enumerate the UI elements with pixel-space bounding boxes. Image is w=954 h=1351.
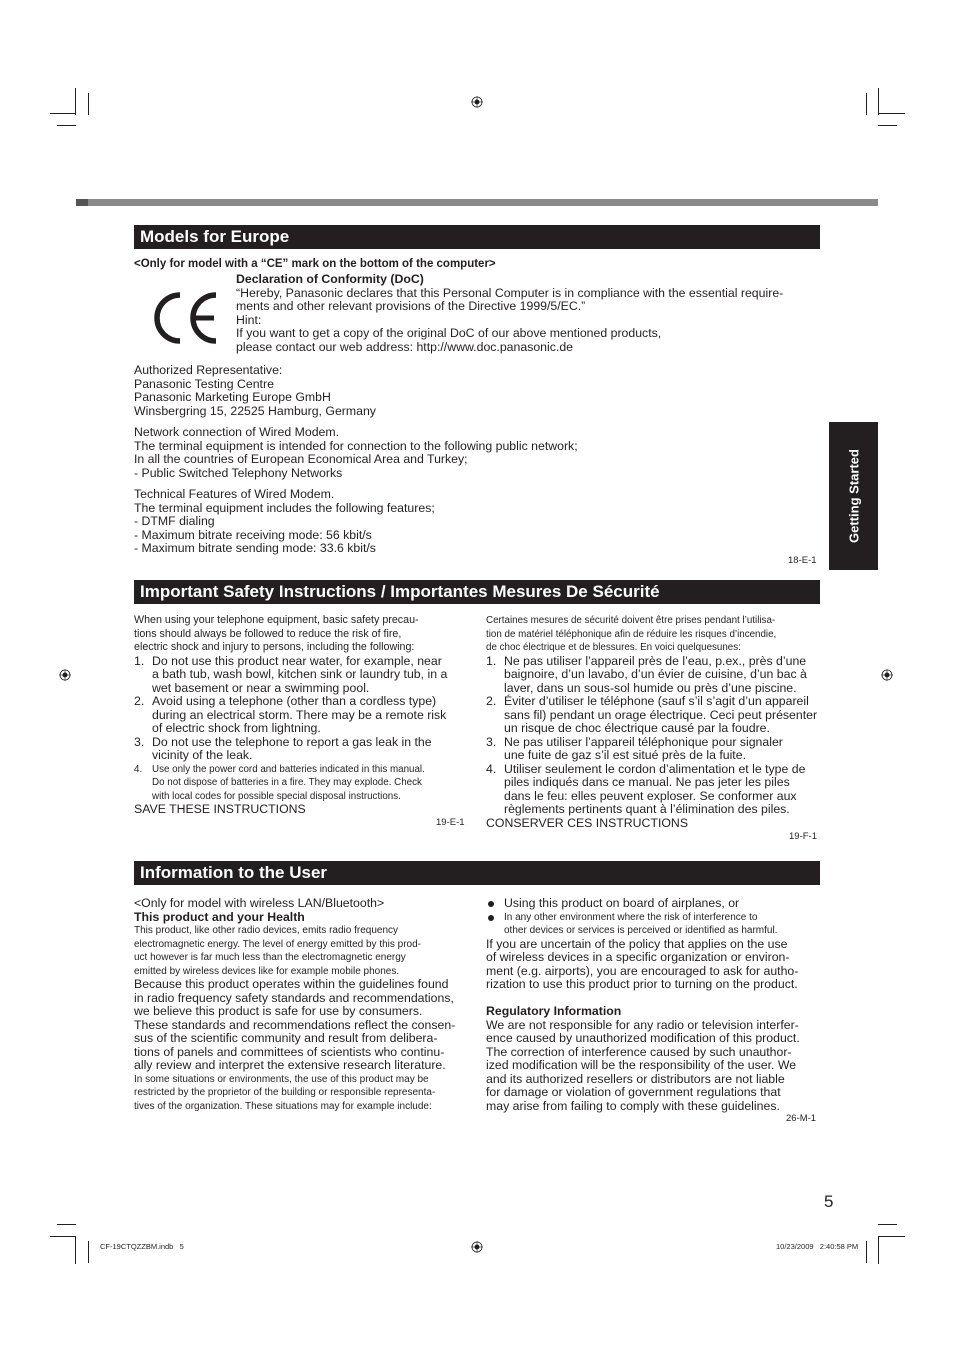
safety-en-intro (134, 614, 470, 655)
doc-heading: Declaration of Conformity (DoC) (236, 272, 424, 286)
crop-mark (57, 125, 76, 126)
text-line: - Public Switched Telephony Networks (134, 465, 343, 480)
text-line: restricted by the proprietor of the building or responsible representa- (134, 1087, 436, 1098)
text-line: Certaines mesures de sécurité doivent être prises pendant l’utilisa- (486, 615, 776, 626)
section-title-europe: Models for Europe (134, 225, 820, 249)
text-line: The terminal equipment includes the following features; (134, 500, 435, 515)
text-line: uct however is far much less than the electromagnetic energy (134, 952, 406, 963)
crop-mark (75, 1237, 76, 1264)
text-line: with local codes for possible special disposal instructions. (152, 790, 401, 802)
text-line: electromagnetic energy. The level of energy emitted by this prod- (134, 938, 422, 950)
safety-en-column (134, 614, 470, 817)
text-line: ized modification will be the responsibility of the user. We (486, 1058, 797, 1072)
text-line: tives of the organization. These situations may for example include: (134, 1100, 432, 1112)
safety-en-save: SAVE THESE INSTRUCTIONS (134, 802, 306, 816)
safety-fr-column (486, 614, 822, 830)
text-line: during an electrical storm. There may be a remote risk (152, 707, 447, 722)
text-line: Ne pas utiliser l’appareil téléphonique pour signaler (504, 734, 783, 749)
text-line: ence caused by unauthorized modification of this product. (486, 1031, 800, 1045)
text-line: tion de matériel téléphonique afin de réduire les risques d’incendie, (486, 628, 777, 640)
ce-note: <Only for model with a “CE” mark on the bottom of the computer> (134, 258, 496, 270)
text-line: Hint: (236, 312, 262, 327)
safety-list-item (134, 736, 470, 763)
crop-mark (878, 1224, 897, 1225)
item-number: 2. (134, 694, 145, 708)
safety-list-item (134, 695, 470, 736)
section-title-safety: Important Safety Instructions / Importantes Mesures De Sécurité (134, 580, 820, 604)
text-line: Do not use the telephone to report a gas leak in the (152, 734, 432, 749)
crop-mark (57, 1224, 76, 1225)
bullet-airplanes: Using this product on board of airplanes, or (486, 897, 826, 911)
text-line: Do not dispose of batteries in a fire. They may explode. Check (152, 777, 422, 788)
item-number: 1. (486, 653, 497, 668)
health-heading: This product and your Health (134, 909, 305, 924)
text-line: Network connection of Wired Modem. (134, 425, 340, 439)
item-number: 3. (134, 734, 145, 749)
crop-mark (50, 1236, 76, 1237)
text-line: In any other environment where the risk of interference to (504, 911, 758, 923)
health-small-text (134, 924, 474, 978)
crop-mark (75, 88, 76, 115)
text-line: “Hereby, Panasonic declares that this Personal Computer is in compliance with the essential require- (236, 285, 784, 300)
bullet-environment (486, 911, 826, 938)
text-line: - Maximum bitrate receiving mode: 56 kbit/s (134, 527, 372, 542)
health-restriction-text (134, 1073, 474, 1114)
item-number: 4. (134, 763, 143, 775)
item-number: 1. (134, 653, 145, 668)
text-line: un risque de choc électrique causé par la foudre. (504, 721, 770, 735)
safety-fr-save: CONSERVER CES INSTRUCTIONS (486, 815, 689, 830)
policy-text (486, 938, 826, 992)
text-line: may arise from failing to comply with these guidelines. (486, 1098, 780, 1113)
text-line: and its authorized resellers or distributors are not liable (486, 1071, 785, 1086)
safety-fr-items (486, 655, 822, 817)
info-code: 26-M-1 (786, 1113, 817, 1124)
registration-mark-icon (471, 96, 483, 108)
safety-list-item (486, 695, 822, 736)
text-line: tions of panels and committees of scientists who continu- (134, 1044, 445, 1059)
text-line: other devices or services is perceived or identified as harmful. (504, 925, 778, 936)
text-line: baignoire, d’un lavabo, d’un évier de cuisine, d’un bac à (504, 667, 807, 681)
text-line: In all the countries of European Economical Area and Turkey; (134, 452, 468, 466)
crop-mark (866, 93, 867, 115)
safety-list-item (486, 655, 822, 696)
crop-mark (88, 1241, 89, 1263)
text-line: These standards and recommendations reflect the consen- (134, 1017, 456, 1032)
text-line: ally review and interpret the extensive research literature. (134, 1058, 446, 1072)
text-line: The correction of interference caused by such unauthor- (486, 1044, 792, 1059)
info-left-column (134, 897, 474, 1113)
text-line: If you want to get a copy of the original DoC of our above mentioned products, (236, 326, 662, 340)
side-tab (829, 422, 878, 570)
registration-mark-icon (59, 669, 71, 681)
crop-mark (878, 88, 879, 115)
text-line: sans fil) pendant un orage électrique. Ceci peut présenter (504, 707, 818, 722)
header-rule (76, 199, 878, 206)
safety-fr-code: 19-F-1 (789, 831, 817, 842)
text-line: This product, like other radio devices, emits radio frequency (134, 925, 399, 936)
crop-mark (50, 113, 76, 114)
text-line: Panasonic Marketing Europe GmbH (134, 390, 331, 404)
safety-en-items (134, 655, 470, 763)
text-line: emitted by wireless devices like for example mobile phones. (134, 965, 400, 977)
text-line: ment (e.g. airports), you are encouraged to ask for autho- (486, 963, 799, 978)
wireless-note: <Only for model with wireless LAN/Bluetooth> (134, 896, 385, 910)
health-body-text (134, 978, 474, 1073)
registration-mark-icon (471, 1241, 483, 1253)
text-line: for damage or violation of government regulations that (486, 1085, 781, 1099)
text-line: tions should always be followed to reduce the risk of fire, (134, 627, 402, 640)
item-number: 3. (486, 734, 497, 749)
side-tab-label: Getting Started (846, 449, 861, 543)
safety-en-code: 19-E-1 (436, 817, 465, 828)
footer-timestamp: 10/23/2009 2:40:58 PM (776, 1242, 859, 1251)
doc-block (236, 273, 783, 354)
text-line: - DTMF dialing (134, 514, 215, 528)
safety-fr-intro (486, 614, 822, 655)
text-line: Do not use this product near water, for example, near (152, 653, 442, 668)
text-line: Use only the power cord and batteries indicated in this manual. (152, 763, 425, 775)
item-text (152, 763, 470, 804)
safety-list-item (486, 736, 822, 763)
text-line: In some situations or environments, the use of this product may be (134, 1073, 429, 1085)
text-line: of electric shock from lightning. (152, 721, 321, 735)
text-line: dans le feu: elles peuvent exploser. Se conformer aux (504, 788, 797, 803)
text-line: ments and other relevant provisions of the Directive 1999/5/EC.” (236, 299, 586, 313)
doc-text (236, 287, 783, 355)
footer-file: CF-19CTQZZBM.indb 5 (100, 1242, 184, 1251)
text-line: of wireless devices in a specific organization or environ- (486, 950, 790, 964)
ce-mark (148, 289, 220, 347)
text-line: We are not responsible for any radio or television interfer- (486, 1017, 799, 1032)
crop-mark (878, 113, 905, 114)
text-line: règlements pertinents quant à l’élimination des piles. (504, 802, 790, 816)
item-number: 2. (486, 694, 497, 708)
text-line: Technical Features of Wired Modem. (134, 487, 335, 501)
regulatory-text (486, 1019, 826, 1114)
text-line: piles indiqués dans ce manual. Ne pas jeter les piles (504, 775, 790, 789)
info-right-column (486, 897, 826, 1113)
safety-list-item (486, 763, 822, 817)
text-line: wet basement or near a swimming pool. (152, 680, 370, 695)
text-line: If you are uncertain of the policy that applies on the use (486, 936, 788, 951)
text-line: rization to use this product prior to turning on the product. (486, 977, 798, 991)
text-line: sus of the scientific community and result from delibera- (134, 1031, 438, 1045)
text-line: Éviter d’utiliser le téléphone (sauf s’il s’agit d’un appareil (504, 694, 809, 708)
text-line: electric shock and injury to persons, including the following: (134, 641, 415, 653)
regulatory-heading: Regulatory Information (486, 1004, 622, 1018)
text-line: Winsbergring 15, 22525 Hamburg, Germany (134, 403, 376, 418)
text-line: Panasonic Testing Centre (134, 376, 274, 391)
text-line: vicinity of the leak. (152, 748, 253, 762)
features-block (134, 488, 435, 556)
text-line: laver, dans un sous-sol humide ou près d’une piscine. (504, 680, 797, 695)
safety-list-item (134, 655, 470, 696)
text-line: Utiliser seulement le cordon d’alimentation et le type de (504, 761, 806, 776)
text-line: a bath tub, wash bowl, kitchen sink or laundry tub, in a (152, 667, 448, 681)
crop-mark (866, 1241, 867, 1263)
text-line: de choc électrique et de blessures. En voici quelquesunes: (486, 642, 741, 653)
text-line: Because this product operates within the guidelines found (134, 977, 449, 991)
section-title-info: Information to the User (134, 861, 820, 885)
crop-mark (878, 1236, 905, 1237)
safety-en-item-4 (134, 763, 470, 804)
crop-mark (878, 1237, 879, 1264)
text-line: The terminal equipment is intended for connection to the following public network; (134, 438, 578, 453)
text-line: Ne pas utiliser l’appareil près de l’eau, p.ex., près d’une (504, 653, 807, 668)
text-line: When using your telephone equipment, basic safety precau- (134, 614, 419, 626)
page-number: 5 (824, 1192, 834, 1211)
doc-code: 18-E-1 (788, 555, 817, 566)
crop-mark (88, 93, 89, 115)
network-block (134, 426, 578, 480)
text-line: we believe this product is safe for use by consumers. (134, 1004, 423, 1018)
text-line: - Maximum bitrate sending mode: 33.6 kbit/s (134, 541, 376, 555)
text-line: Avoid using a telephone (other than a cordless type) (152, 694, 437, 708)
text-line: in radio frequency safety standards and recommendations, (134, 990, 454, 1005)
text-line: une fuite de gaz s’il est situé près de la fuite. (504, 748, 746, 762)
registration-mark-icon (881, 669, 893, 681)
representative-block (134, 364, 376, 418)
item-number: 4. (486, 761, 497, 776)
text-line: Authorized Representative: (134, 363, 283, 377)
crop-mark (878, 125, 897, 126)
text-line: please contact our web address: http://www.doc.panasonic.de (236, 339, 573, 354)
